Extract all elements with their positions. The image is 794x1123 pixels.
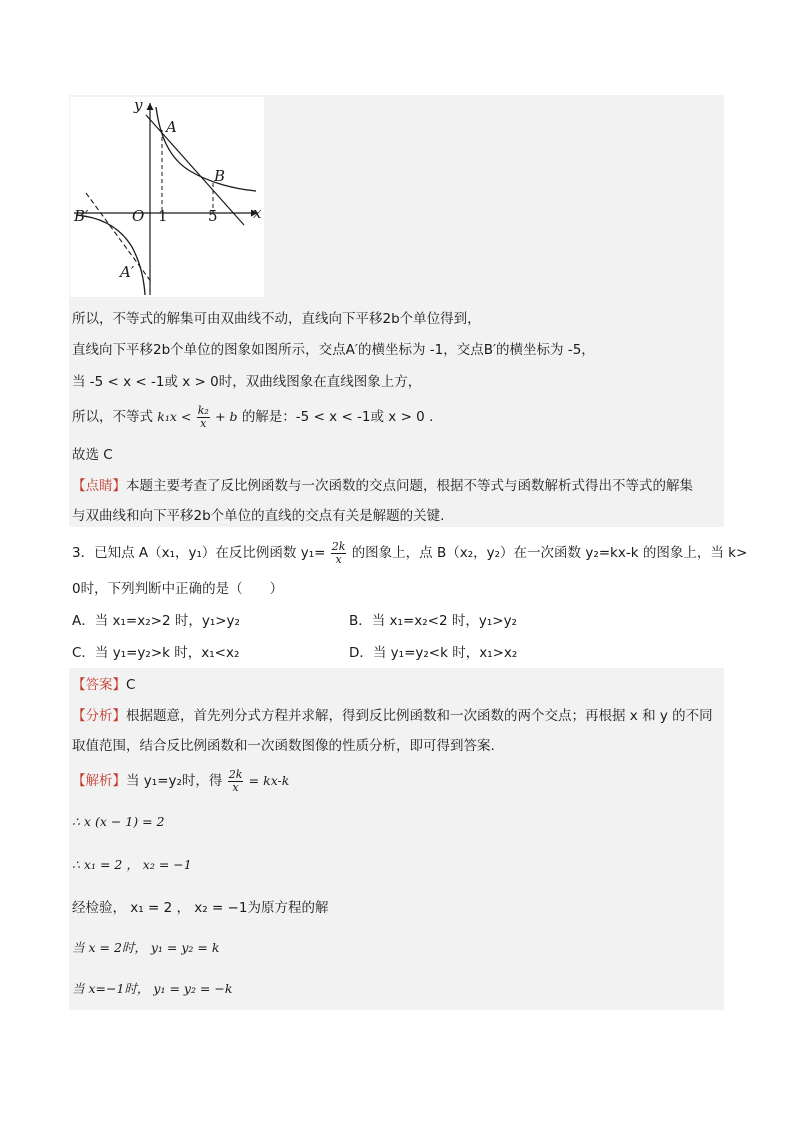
question3-stem-post: 的图象上，点 B（x₂，y₂）在一次函数 y₂=kx-k 的图象上，当 k> [351,545,748,561]
detail-line-3: ∴ x₁ = 2 ， x₂ = −1 [72,857,192,872]
label-y-axis: y [134,97,143,114]
analysis-text-1: 根据题意，首先列分式方程并求解，得到反比例函数和一次函数的两个交点；再根据 x 和 y 的不同 [126,708,713,724]
question3-stem-pre: 3．已知点 A（x₁，y₁）在反比例函数 y₁= [72,545,326,561]
detail-line-4: 经检验， x₁ = 2 ， x₂ = −1为原方程的解 [72,900,329,916]
fraction-k2-over-x [197,405,210,430]
analysis-line-1 [72,707,713,725]
label-tick-1: 1 [158,207,168,225]
analysis-tag: 【分析】 [72,708,126,724]
inequality-left: k₁x < [157,409,192,424]
answer-tag: 【答案】 [72,677,126,693]
solution-line-4-pre: 所以，不等式 [72,409,153,425]
detail-line-6: 当 x=−1时， y₁ = y₂ = −k [72,981,233,996]
function-graph-figure [70,97,264,297]
option-a: A．当 x₁=x₂>2 时，y₁>y₂ [72,613,240,629]
label-point-b: B [214,167,226,185]
label-origin: O [132,207,145,225]
fraction-2k-over-x-detail [228,769,244,794]
fraction-denominator: x [232,780,239,794]
label-x-axis: x [253,204,262,222]
fraction-denominator: x [335,552,342,566]
inequality-right: + b [215,409,238,424]
option-c: C．当 y₁=y₂>k 时，x₁<x₂ [72,645,240,661]
solution-line-4 [72,402,433,432]
review-text-1: 本题主要考查了反比例函数与一次函数的交点问题，根据不等式与函数解析式得出不等式的解集 [126,478,693,494]
fraction-denominator: x [200,416,207,430]
solution-line-3: 当 -5 < x < -1或 x > 0时，双曲线图象在直线图象上方， [72,374,422,390]
detail-line-1-pre: 当 y₁=y₂时，得 [126,773,223,789]
label-point-b-prime: B′ [74,207,89,225]
option-b: B．当 x₁=x₂<2 时，y₁>y₂ [349,613,517,629]
solution-line-1: 所以，不等式的解集可由双曲线不动，直线向下平移2b个单位得到， [72,311,481,327]
solution-line-4-post: 的解是：-5 < x < -1或 x > 0 . [241,409,434,425]
review-line-2: 与双曲线和向下平移2b个单位的直线的交点有关是解题的关键. [72,508,445,524]
detail-line-5: 当 x = 2时， y₁ = y₂ = k [72,940,220,955]
question3-stem-1 [72,538,747,568]
question3-stem-2: 0时，下列判断中正确的是（ ） [72,581,284,597]
label-point-a-prime: A′ [120,263,135,281]
fraction-numerator: 2k [228,767,243,781]
choice-line: 故选 C [72,447,113,463]
function-graph-svg [70,97,264,297]
option-d: D．当 y₁=y₂<k 时，x₁>x₂ [349,645,518,661]
solution-line-2: 直线向下平移2b个单位的图象如图所示，交点A′的横坐标为 -1，交点B′的横坐标为 -5， [72,342,595,358]
label-tick-5: 5 [208,207,218,225]
detail-line-1-post: = kx-k [248,773,290,788]
fraction-numerator: k₂ [197,403,209,417]
fraction-2k-over-x [331,541,347,566]
fraction-numerator: 2k [331,539,346,553]
analysis-line-2: 取值范围，结合反比例函数和一次函数图像的性质分析，即可得到答案. [72,738,495,754]
detail-line-2: ∴ x (x − 1) = 2 [72,814,165,829]
review-tag: 【点睛】 [72,478,126,494]
review-line-1 [72,477,693,495]
detail-line-1 [72,766,289,796]
answer-value: C [126,677,136,693]
answer-line [72,676,135,694]
label-point-a: A [166,118,177,136]
detail-tag: 【解析】 [72,773,126,789]
